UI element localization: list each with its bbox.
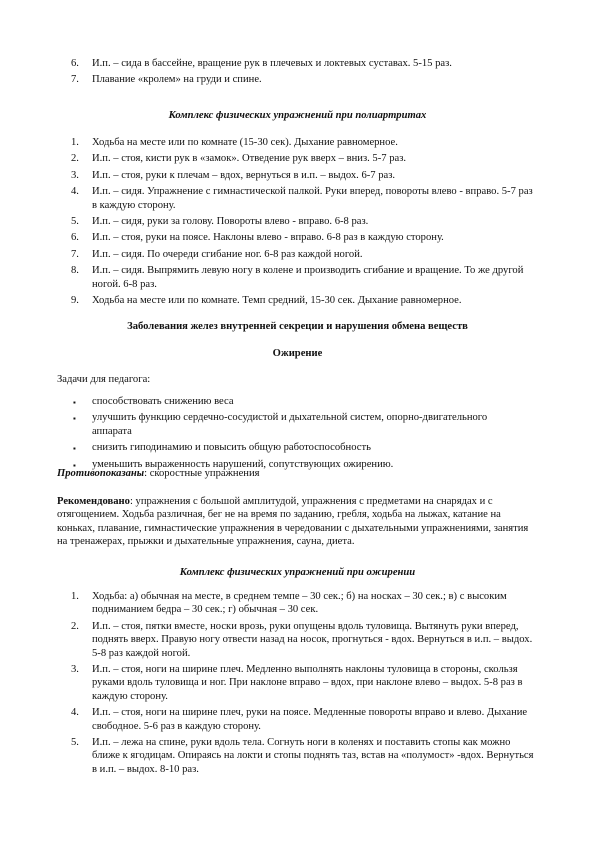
- list-item-text: И.п. – сидя. Упражнение с гимнастической палкой. Руки вперед, повороты влево - вправо. 5-7 раз в каждую сторону.: [92, 186, 533, 211]
- section-title-obesity-complex: Комплекс физических упражнений при ожирении: [179, 567, 416, 578]
- list-item: [64, 294, 534, 307]
- list-item-number: 2.: [71, 620, 79, 632]
- task-text: уменьшить выраженность нарушений, сопутствующих ожирению.: [92, 458, 394, 470]
- task-text: снизить гиподинамию и повысить общую работоспособность: [92, 442, 371, 454]
- list-item-text: Плавание «кролем» на груди и спине.: [92, 74, 262, 86]
- list-item-number: 7.: [71, 248, 79, 260]
- list-item-number: 6.: [71, 232, 79, 244]
- list-item: [64, 248, 534, 261]
- list-item-text: Ходьба на месте или по комнате (15-30 сек). Дыхание равномерное.: [92, 137, 398, 148]
- recommendations: [57, 495, 537, 549]
- task-text: улучшить функцию сердечно-сосудистой и дыхательной систем, опорно-двигательного аппарата: [92, 412, 488, 437]
- obesity-exercise-list: [64, 590, 534, 779]
- list-item-number: 4.: [71, 707, 79, 719]
- list-item-number: 5.: [71, 737, 79, 749]
- list-item-number: 1.: [71, 591, 79, 602]
- list-item-text: И.п. – сидя, руки за голову. Повороты влево - вправо. 6-8 раз.: [92, 216, 369, 228]
- section-title-obesity: Ожирение: [272, 348, 323, 359]
- list-item: [64, 57, 534, 70]
- list-item-text: И.п. – стоя, руки на поясе. Наклоны влево - вправо. 6-8 раз в каждую сторону.: [92, 232, 444, 244]
- contraindications: [57, 467, 537, 480]
- list-item-text: И.п. – стоя, руки к плечам – вдох, вернуться в и.п. – выдох. 6-7 раз.: [92, 169, 396, 181]
- list-item-text: И.п. – стоя, ноги на ширине плеч, руки на поясе. Медленные повороты вправо и влево. Дыхание свободное. 5-6 раз в каждую сторону.: [92, 707, 528, 732]
- contraindications-label: Противопоказаны: [57, 468, 145, 479]
- recommendations-text: : упражнения с большой амплитудой, упражнения с предметами на снарядах и с отягощением. Ходьба различная, бег не на время по заданию, гребля, ходьба на лыжах, катание на коньках, плавание, гимнастические упражнения в чередовании с дыхательными упражнениями, занятия на тренажерах, прыжки и дыхательные упражнения, сауна, диета.: [57, 496, 529, 548]
- list-item-number: 5.: [71, 216, 79, 228]
- list-item-number: 7.: [71, 74, 79, 86]
- list-item: [64, 620, 534, 660]
- list-item: [64, 185, 534, 212]
- task-text: способствовать снижению веса: [92, 396, 234, 407]
- section-title-endocrine: Заболевания желез внутренней секреции и нарушения обмена веществ: [127, 321, 468, 332]
- list-item-number: 9.: [71, 295, 79, 307]
- list-item-text: И.п. – стоя, ноги на ширине плеч. Медленно выполнять наклоны туловища в стороны, скользя руками вдоль туловища и ног. При наклоне вправо – вдох, при наклоне влево – выдох. 5-8 раз в каждую сторону.: [92, 664, 523, 702]
- list-item-text: И.п. – лежа на спине, руки вдоль тела. Согнуть ноги в коленях и поставить стопы как можно ближе к ягодицам. Опираясь на локти и стопы поднять таз, встав на «полумост» -вдох. Вернуться в и.п. – выдох. 8-10 раз.: [92, 737, 534, 775]
- list-item-text: И.п. – сидя. По очереди сгибание ног. 6-8 раз каждой ногой.: [92, 248, 363, 260]
- list-item: [64, 590, 534, 617]
- list-item-text: И.п. – сида в бассейне, вращение рук в плечевых и локтевых суставах. 5-15 раз.: [92, 58, 452, 69]
- contraindications-text: : скоростные упражнения: [144, 468, 260, 479]
- list-item: [64, 169, 534, 182]
- exercise-list-continued: [64, 57, 534, 90]
- list-item-text: Ходьба: а) обычная на месте, в среднем темпе – 30 сек.; б) на носках – 30 сек.; в) с высоким подниманием бедра – 30 сек.; г) обычная – 30 сек.: [92, 591, 507, 616]
- list-item-number: 3.: [71, 664, 79, 676]
- list-item: [64, 215, 534, 228]
- tasks-label: Задачи для педагога:: [57, 374, 151, 385]
- task-item: [70, 441, 490, 454]
- list-item: [64, 264, 534, 291]
- list-item-text: Ходьба на месте или по комнате. Темп средний, 15-30 сек. Дыхание равномерное.: [92, 295, 462, 307]
- polyarthritis-exercise-list: [64, 136, 534, 310]
- list-item-number: 3.: [71, 169, 79, 181]
- list-item: [64, 73, 534, 86]
- list-item-number: 2.: [71, 153, 79, 165]
- tasks-list: [70, 395, 490, 474]
- task-item: [70, 395, 490, 408]
- task-item: [70, 411, 490, 438]
- list-item-text: И.п. – стоя, кисти рук в «замок». Отведение рук вверх – вниз. 5-7 раз.: [92, 153, 407, 165]
- list-item-number: 6.: [71, 58, 79, 69]
- list-item-text: И.п. – сидя. Выпрямить левую ногу в колене и производить сгибание и вращение. То же другой ногой. 6-8 раз.: [92, 265, 524, 290]
- list-item-number: 1.: [71, 137, 79, 148]
- square-bullet-icon: ▪: [73, 414, 76, 424]
- list-item-text: И.п. – стоя, пятки вместе, носки врозь, руки опущены вдоль туловища. Вытянуть руки вперед, поднять вверх. Правую ногу отвести назад на носок, прогнуться - вдох. Вернуться в и.п. – выдох. 5-8 раз каждой ногой.: [92, 620, 533, 659]
- section-title-polyarthritis: Комплекс физических упражнений при полиартритах: [168, 110, 427, 121]
- square-bullet-icon: ▪: [73, 398, 76, 407]
- list-item: [64, 152, 534, 165]
- list-item: [64, 706, 534, 733]
- square-bullet-icon: ▪: [73, 444, 76, 454]
- list-item: [64, 231, 534, 244]
- list-item-number: 8.: [71, 265, 79, 277]
- list-item: [64, 736, 534, 776]
- list-item-number: 4.: [71, 186, 79, 198]
- list-item: [64, 663, 534, 703]
- list-item: [64, 136, 534, 149]
- square-bullet-icon: ▪: [73, 460, 76, 470]
- recommendations-label: Рекомендовано: [57, 496, 130, 507]
